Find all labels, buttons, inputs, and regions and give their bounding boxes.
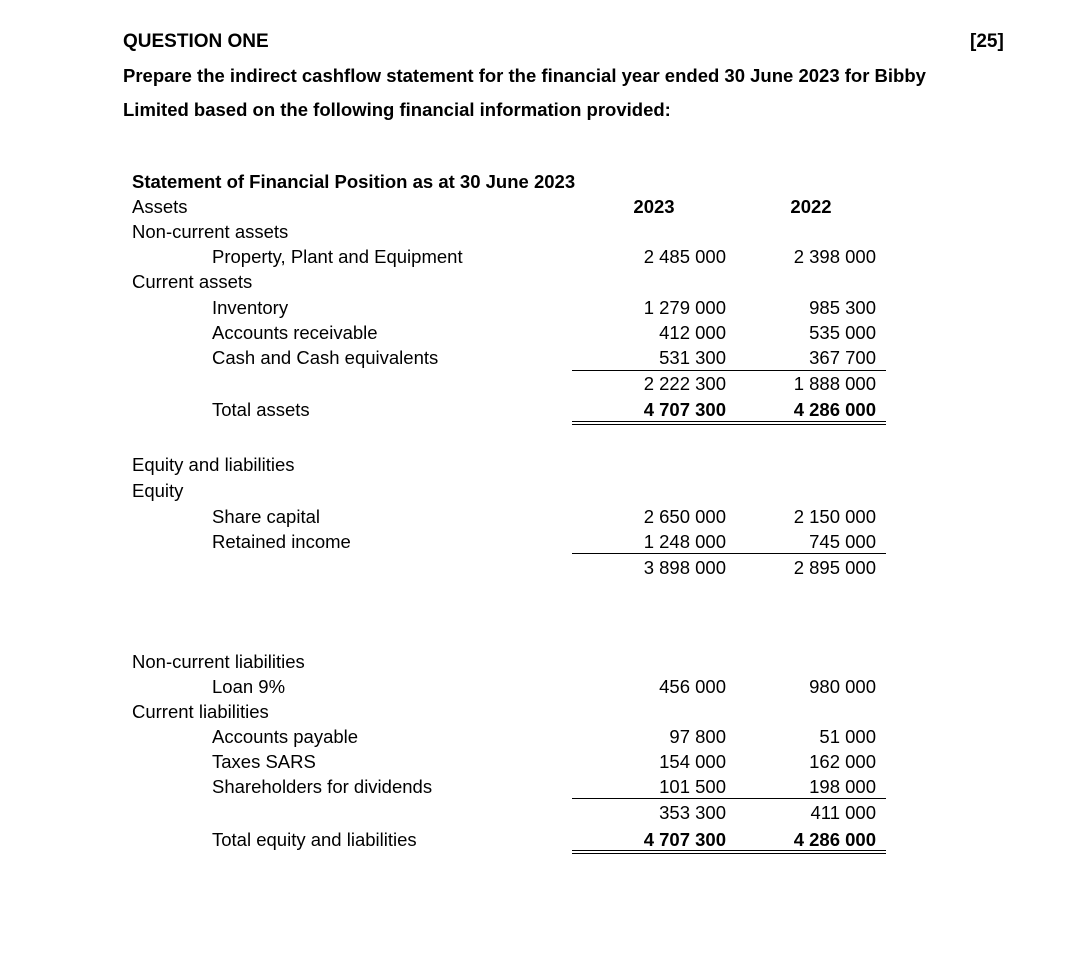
total-double-rule bbox=[572, 850, 886, 854]
equity-liabilities-label: Equity and liabilities bbox=[132, 454, 295, 475]
total-double-rule bbox=[572, 421, 886, 425]
current-assets-total-2023: 2 222 300 bbox=[643, 373, 726, 394]
retained-income-2023: 1 248 000 bbox=[643, 531, 726, 552]
dividends-2023: 101 500 bbox=[659, 776, 726, 797]
year-2023-header: 2023 bbox=[633, 196, 675, 217]
taxes-label: Taxes SARS bbox=[212, 751, 316, 772]
cash-label: Cash and Cash equivalents bbox=[212, 347, 439, 368]
total-assets-label: Total assets bbox=[212, 399, 310, 420]
ppe-2022: 2 398 000 bbox=[793, 246, 876, 267]
receivables-2023: 412 000 bbox=[659, 322, 726, 343]
retained-income-label: Retained income bbox=[212, 531, 351, 552]
ppe-2023: 2 485 000 bbox=[643, 246, 726, 267]
current-liabilities-total-2022: 411 000 bbox=[810, 802, 876, 823]
payables-2022: 51 000 bbox=[819, 726, 876, 747]
share-capital-label: Share capital bbox=[212, 506, 320, 527]
current-liabilities-total-2023: 353 300 bbox=[659, 802, 726, 823]
instruction-line-1: Prepare the indirect cashflow statement for the financial year ended 30 June 2023 for Bibby bbox=[123, 65, 926, 86]
retained-income-2022: 745 000 bbox=[809, 531, 876, 552]
inventory-label: Inventory bbox=[212, 297, 289, 318]
current-assets-label: Current assets bbox=[132, 271, 253, 292]
subtotal-rule bbox=[572, 553, 886, 554]
cash-2023: 531 300 bbox=[659, 347, 726, 368]
dividends-label: Shareholders for dividends bbox=[212, 776, 433, 797]
equity-label: Equity bbox=[132, 480, 184, 501]
share-capital-2022: 2 150 000 bbox=[793, 506, 876, 527]
inventory-2022: 985 300 bbox=[809, 297, 876, 318]
equity-total-2023: 3 898 000 bbox=[643, 557, 726, 578]
equity-total-2022: 2 895 000 bbox=[793, 557, 876, 578]
current-liabilities-label: Current liabilities bbox=[132, 701, 269, 722]
taxes-2022: 162 000 bbox=[809, 751, 876, 772]
assets-label: Assets bbox=[132, 196, 188, 217]
inventory-2023: 1 279 000 bbox=[643, 297, 726, 318]
current-assets-total-2022: 1 888 000 bbox=[793, 373, 876, 394]
cash-2022: 367 700 bbox=[809, 347, 876, 368]
total-equity-liabilities-2023: 4 707 300 bbox=[643, 829, 726, 850]
loan-label: Loan 9% bbox=[212, 676, 286, 697]
loan-2022: 980 000 bbox=[809, 676, 876, 697]
dividends-2022: 198 000 bbox=[809, 776, 876, 797]
subtotal-rule bbox=[572, 798, 886, 799]
receivables-2022: 535 000 bbox=[809, 322, 876, 343]
instruction-line-2: Limited based on the following financial information provided: bbox=[123, 99, 671, 120]
statement-title: Statement of Financial Position as at 30 June 2023 bbox=[132, 171, 576, 192]
year-2022-header: 2022 bbox=[790, 196, 832, 217]
non-current-liabilities-label: Non-current liabilities bbox=[132, 651, 305, 672]
marks-label: [25] bbox=[970, 31, 1004, 52]
payables-label: Accounts payable bbox=[212, 726, 359, 747]
loan-2023: 456 000 bbox=[659, 676, 726, 697]
payables-2023: 97 800 bbox=[669, 726, 726, 747]
question-heading: QUESTION ONE bbox=[123, 31, 269, 52]
taxes-2023: 154 000 bbox=[659, 751, 726, 772]
total-equity-liabilities-2022: 4 286 000 bbox=[793, 829, 876, 850]
non-current-assets-label: Non-current assets bbox=[132, 221, 289, 242]
ppe-label: Property, Plant and Equipment bbox=[212, 246, 463, 267]
total-equity-liabilities-label: Total equity and liabilities bbox=[212, 829, 417, 850]
share-capital-2023: 2 650 000 bbox=[643, 506, 726, 527]
total-assets-2023: 4 707 300 bbox=[643, 399, 726, 420]
total-assets-2022: 4 286 000 bbox=[793, 399, 876, 420]
receivables-label: Accounts receivable bbox=[212, 322, 378, 343]
subtotal-rule bbox=[572, 370, 886, 371]
